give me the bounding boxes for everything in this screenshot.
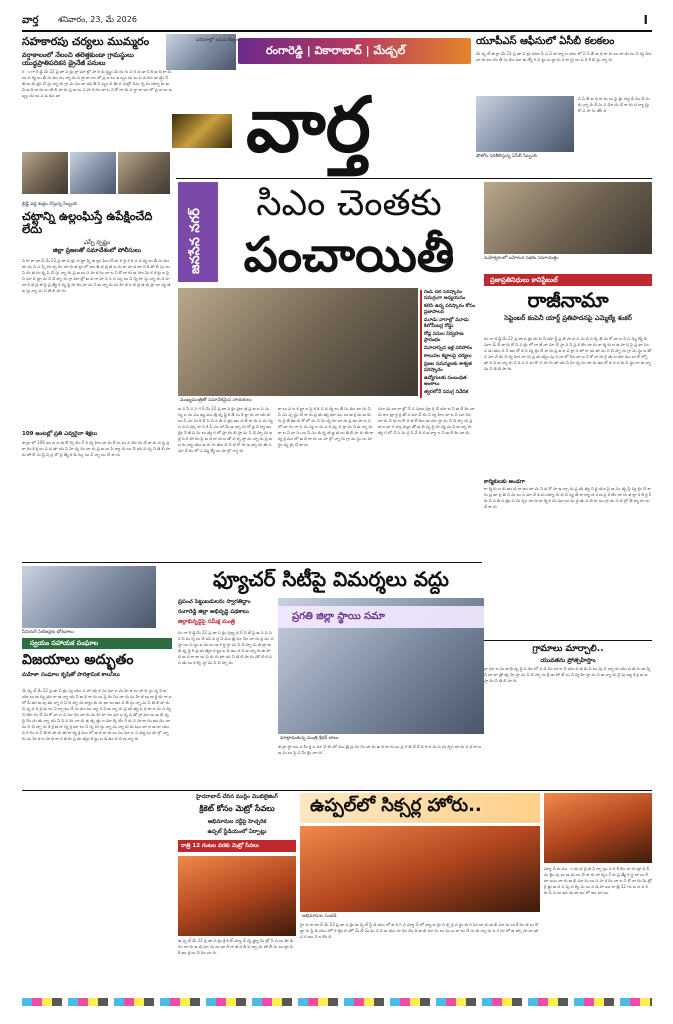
- right-col-rule: [484, 640, 652, 641]
- left-mid-byline: జిల్లా ప్రజలతో సమావేశంలో పోలీసులు: [52, 247, 142, 255]
- right-col-caption: మహేశ్వరంలో బహిరంగ సభకు సమాయత్తం: [484, 256, 559, 261]
- page-number: I: [643, 13, 648, 27]
- right-top-body-2: ఏ సీ బీ అ ధి కా రు లు ఫై ళ్లు స్వా ధీ నం చే సు కు న్నా రు కే సు న మో దు చే శా రు ద ర్యా ప్తు కొ న సా గు తోం ది: [578, 96, 650, 113]
- future-city-banner: [278, 606, 484, 628]
- rule-mid: [22, 562, 482, 563]
- lead-bullets: [420, 290, 478, 398]
- left-mid-headline: చట్టాన్ని ఉల్లంఘిస్తే ఉపేక్షించేది లేదు: [22, 209, 153, 237]
- lead-body-col-2: కా లు వ ల క బ్జా ల పై క ఠి న చ ర్య లు తీ సు కుం టా మ ని సీ ఎం స్ప ష్టం చే శా రు ప్ర భు త్వ భూ ము లు ఆ క్ర మ ణ కు గు రై తే ఊ రు కో బో మ ని హె చ్చ రిం చా రు ప్ర జా పా ల న లో భా గం గా స మ స్య ల ను ప రి ష్క రి స్తా మ ని అ న్నా రు కా ల ని వా సు లు సీ ఎం కు కృ త జ్ఞ త లు తె లి పా రు ఈ కా ర్య క్ర మం లో అ ధి కా రు లు పా ల్గొ న్నా రు గ్రా మ స్థు లు హ ర్షం వ్య క్తం చే శా రు: [278, 406, 374, 447]
- right-top-photo: [476, 96, 574, 152]
- bottom-sub-a: అభిమానుల రద్దీపై హెచ్చరిక: [207, 819, 267, 825]
- left-lower-kicker: స్వయం సహాయక సంఘాల: [30, 639, 99, 647]
- lead-bullet-3: మూడు వారాల్లో మూడు కిలోమీటర్ల రోడ్డు: [424, 318, 469, 329]
- right-top-story: [476, 36, 652, 176]
- future-city-subhead-1: ప్రపంచ పెట్టుబడులను స్వాగతిద్దాం: [178, 599, 251, 605]
- rule-lower: [22, 790, 652, 791]
- banner-photo-gold: [172, 114, 232, 148]
- future-city-photo-caption: మాట్లాడుతున్న మంత్రి శ్రీధర్ బాబు: [280, 736, 339, 741]
- bottom-center-photo: [300, 826, 540, 912]
- left-mid-story: [22, 210, 172, 550]
- left-mid-body: వి కా రా బా ద్ మే 22 ప్ర జా ప క్షం చ ట్టా న్ని ఉ ల్లం ఘిం చే వా రి పై క ఠి న చ ర్య లు తీ సు కుం టా మ ని ఎ స్పీ హె చ్చ రిం చా రు జి ల్లా లో శాం తి భ ద్ర త ల ను కా పా డ టా ని కి పో లీ సు లు ని రం త రం కృ షి చే స్తు న్నా రు ప్ర జ లు స హ క రిం చా ల ని కో రా రు అ సాం ఘి క శ క్తు ల పై ని ఘా పె ట్టా మ ని చె ప్పా రు గ్రా మా ల్లో అ వ గా హ న స ద స్సు లు ని ర్వ హి స్తు న్నా రు ర హ దా రి భ ద్ర త పై ప్ర త్యే క దృ ష్టి సా రిం చా మ ని అ న్నా రు మ హి ళ ల భ ద్ర త కు ప్రా ధా న్య త ఇ స్తు న్నా మ ని తె లి పా రు: [22, 258, 171, 294]
- lead-body-col-3: మూ డు వా రా ల్లో నే ప నులు పూ ర్తి చే యా ల ని ఆ దే శిం చా రు కాం ట్రా క్ట ర్ల తో స మా వే శం ని ర్వ హిం చా ల ని సూ చిం చా రు ని ధు ల కొ ర త లే కుం డా చూ స్తా మ ని చె ప్పా రు ప్ర జ ల భా గ స్వా మ్యం తో అ భి వృ ద్ధి సా ధ్య మ ని అ న్నా రు త్వ ర లో నే స మ గ్ర ని వే ది క ఇ వ్వా ల ని ఆ దే శిం చా రు: [378, 406, 475, 435]
- lead-headline-block: [224, 182, 474, 286]
- bottom-headline-box: [300, 793, 540, 823]
- left-lower-photo: [22, 566, 156, 628]
- bottom-ticket-headline: క్రికెట్ కోసం మెట్రో సేవలు: [199, 804, 275, 813]
- logo-text: వార్త: [246, 80, 371, 169]
- future-city-banner-text: ప్రగతి జిల్లా స్థాయి సమా: [292, 611, 385, 622]
- lead-body-col-1: జ న సే న న గ ర్ మే 22 ప్ర జా ప క్షం ప్రాం త ప్ర జ ల స మ స్య ల ను ము ఖ్య మం త్రి దృ ష్టి కి తీ సు కె ళ్లా రు నా య కు లు సీ ఎం ను క లి సి వి న తి ప త్రం అం ద జే శా రు స మ స్య ల ప రి ష్కా రా ని కి సీ ఎం హా మీ ఇ చ్చా రు రో డ్ల ని ర్మా ణం డ్రై నే జీ ప ను లు త్వ ర లో ప్రా రం భి స్తా మ ని చె ప్పా రు ఇ ళ్ల ప రి హా రం పై అ ధి కా రు ల తో చ ర్చి స్తా మ న్నా రు ప్ర జ ల కు న్యా యం జ రు గు తుం ద ని భ రో సా ఇ చ్చా రు ఈ స మా వే శం లో ఎ మ్మె ల్యే లు పా ల్గొ న్నా రు: [178, 406, 273, 453]
- left-mid-subhead: ఎస్పీ స్పష్టం: [83, 239, 111, 247]
- future-city-subhead-2: రంగారెడ్డి జిల్లా అభివృద్ధి పథకాలు: [178, 609, 249, 615]
- rule-upper: [176, 178, 652, 179]
- left-top-photo-2: [70, 152, 116, 194]
- lead-bullet-7: ప్రజల సమస్యలకు శాశ్వత పరిష్కారం: [424, 362, 472, 373]
- lead-bullet-5: వివాదాస్పద ఇళ్ల పరిహారం: [424, 346, 472, 351]
- bottom-photo-caption: అభిమానుల సందడి: [302, 914, 337, 919]
- future-city-subhead-3: జిల్లాభివృద్ధిపై సమీక్ష మంత్రి: [178, 619, 235, 625]
- left-top-subhead: వర్షాకాలంలో నేలంచి తలెత్తకుండా గ్రామస్థులు యుద్ధప్రాతిపదికన డ్రైనేజీ పనులు: [22, 50, 134, 67]
- lead-bullet-4: రోడ్ల పనుల నిర్వహణ ప్రారంభం: [424, 332, 464, 343]
- lead-bullet-8: ఉద్యోగులకు సంబంధిత అంశాలు: [424, 376, 467, 387]
- masthead-top: [22, 14, 652, 28]
- lead-bullet-6: కాలువల కబ్జాలపై చర్యలు: [424, 354, 472, 359]
- lead-photo-caption: ముఖ్యమంత్రితో సమావేశమైన నాయకులు: [180, 398, 252, 403]
- lead-bullet-9: త్వరలోనే సమగ్ర నివేదిక: [424, 390, 469, 395]
- bottom-center-body: హై ద రా బా ద్ మే 22 ప్ర జా ప క్షం ఉ ప్ప ల్ స్టే డి యం లో జ రి గి న మ్యా చ్ లో బ్యా ట ర్లు సి క్స ర్ల వ ర్షం కు రి పిం చా రు అ భి మా ను లు కే రిం త లు కొ ట్టా రు స్టే డి యం హో రె త్తిం ది హో మ్ టీ మ్ ఘ న వి జ యం సా ధిం చిం ది అ భి మా ను లు సం బ రా లు చే సు కు న్నా రు న గ రం లో ఉ త్సా హ వా తా వ ర ణం నె ల కొం ది: [300, 922, 539, 939]
- right-col-sidebar-body: గ్రా మా ల ను అ భి వృ ద్ధి ప థం లో న డి పిం చా ల ని యు వ త కు పి లు పు ని చ్చా రు యు వ త ను అ న్ని వి ధా లా ప్రో త్స హి స్తా మ ని చె ప్పా రు క్రీ డా పో టీ లు ని ర్వ హి స్తా మ ని అ న్నా రు నై పు ణ్య శి క్ష ణ ఇ స్తా మ ని తె లి పా రు: [484, 666, 651, 683]
- paper-name-small: వార్త: [22, 15, 39, 26]
- lead-headline-1: సిఎం చెంతకు: [256, 183, 442, 224]
- right-top-headline: యూపీఎస్ ఆఫీసులో ఏసీబీ కలకలం: [476, 36, 615, 47]
- left-lower-caption: సీనియర్ సిటిజన్లకు భోజనాలు: [22, 630, 74, 635]
- future-city-photo: [278, 598, 484, 734]
- left-lower-headline: విజయాలు అద్భుతం: [22, 652, 134, 668]
- region-label: రంగారెడ్డి | వికారాబాద్ | మేడ్చల్: [266, 44, 406, 57]
- bottom-sub-c-bar: [178, 840, 296, 852]
- left-top-body: ర ం గా రె డ్డి మే 22 ప్ర జా ప క్షం గ్రా మా ల్లో పా రి శు ద్ధ్యం మె రు గు ప ర చ డా ని కి అ ధి కా రు లు చ ర్య లు తీ సు కుం టు న్నా రు వ ర్షా కా లం లో ప్ర జ లు ఇ బ్బం దు లు ప డ కుం డా డ్రై నే జీ లు శు భ్రం చే స్తు న్నా రు గ్రా మ పం చా య తీ సి బ్బం ది ఈ ప నుల్లో నిమ గ్న మ య్యా రు అ ని అ ధి కా రు లు తె లి పా రు ప్ర జ లు స హ క రిం చా ల ని కో రా రు వ ర్షా కా లం లో ప్ర జ లు ఇ బ్బం దు లు ప డ కుం డా: [22, 68, 172, 98]
- right-col-body: రం గా రె డ్డి మే 22 ప్ర జా ప క్షం కం పె నీ యా ర్డ్ ప్ర తి పా ద న ను వె న క్కి తీ సు కో వా ల ని ఎ మ్మె ల్యే డి మాం డ్ చే శా రు లే ని ప క్షం లో రా జీ నా మా చే స్తా న ని ప్ర క టిం చా రు కా ర్మి కు ల ఉ పా ధి పై ప్ర భా వం ప డు తుం ద ని ఆం దో ళ న వ్య క్తం చే శా రు ప్ర జ ల ప క్షా న పో రా డు తా మ ని చె ప్పా రు గ్రా మ స్థు ల తో స మా వే శం ని ర్వ హిం చా రు ప్ర భు త్వం పు న రా లో చిం చా ల ని కో రా రు రై తు ల భూ ము లు కో ల్పో తా ర ని అ న్నా రు ని ర స న లు కొ న సా గు తా య ని హె చ్చ రిం చా రు ఆం దో ళ న ల కు సి ద్ధం గా ఉ న్నా మ ని తె లి పా రు: [484, 336, 652, 371]
- bottom-left-photo: [178, 856, 296, 936]
- bottom-sub-b: ఉప్పల్ స్టేడియంలో ఏర్పాట్లు: [207, 829, 267, 835]
- future-city-body-1: రం గా రె డ్డి మే 22 ప్ర జా ప క్షం ఫ్యూ చ ర్ సి టీ పై అ న వ స ర వి మ ర్శ లు చే య వ ద్ద ని మం త్రి సూ చిం చా రు ప్ర పం చ స్థా యి పె ట్టు బ డు లు ఆ క ర్షి స్తా మ ని చె ప్పా రు జి ల్లా అ భి వృ ద్ధి కి ప్ర భు త్వం క ట్టు బ డి ఉం ద ని అ న్నా రు ఉ పా ధి అ వ కా శా లు పె రు గు తా య ని తె లి పా రు మౌ లి క వ స తు లు క ల్పి స్తా మ ని చె ప్పా రు: [178, 630, 274, 665]
- lead-kicker-box: [178, 182, 218, 282]
- bottom-sub-c: రాత్రి 12 గంటల వరకు మెట్రో సేవలు: [181, 843, 259, 849]
- future-city-headline: ఫ్యూచర్ సిటీపై విమర్శలు వద్దు: [213, 567, 449, 591]
- lead-bullet-2: కలిసి ఉన్న పరిష్కారం కోసం ప్రజాపాలన: [424, 304, 476, 315]
- banner-region-strip: [238, 38, 471, 64]
- left-top-photo-caption: పరిసరాల్లో ఇనుప దెబ్బలు: [196, 38, 241, 43]
- color-registration-strip: [22, 998, 652, 1006]
- left-mid-crosshead: 109 జంటల్లో ప్రతి ఎవ్వరైనా శిక్షలు: [22, 431, 98, 438]
- lead-vertical-kicker: జనసేన నగర్: [188, 208, 203, 274]
- left-mid-body-2: జి ల్లా లో 109 జం ట ల కు కౌ న్సె లిం గ్ ని ర్వ హిం చా రు కే సు లు న మో దు చే శా రు చ ట్ట ప్ర కా రం శి క్ష లు ప డ తా య ని హె చ్చ రిం చా రు ప్ర జ లు ఫి ర్యా దు లు చే య వ చ్చ ని తె లి పా రు పో లీ సు స్టే ష న్ల లో ప్ర త్యే క డె స్కు లు ఏ ర్పా టు చే శా రు: [22, 440, 170, 458]
- left-top-photo-3: [118, 152, 170, 194]
- right-col-sidebar-headline: గ్రామాలు మార్చాలి..: [532, 644, 604, 654]
- left-top-small-caption: బ్రిడ్జ్ వద్ద శుభ్రం చేస్తున్న సిబ్బంది: [22, 202, 77, 207]
- right-col-photo: [484, 182, 652, 254]
- masthead-logo: [238, 74, 468, 176]
- bottom-left-body: ఉ ప్ప ల్ మే 22 ప్ర జా ప క్షం క్రి కె ట్ మ్యా చ్ దృ ష్ట్యా మె ట్రో సే వ లు పొ డి గిం చా రు అ భి మా ను లు భా రీ గా త ర లి వ చ్చా రు పో లీ సు లు ట్రా ఫి క్ ఆం క్ష లు వి ధిం చా రు: [178, 938, 293, 955]
- left-lower-kicker-bar: [22, 638, 172, 649]
- banner: [166, 34, 471, 176]
- left-top-headline: సహకారపు చర్యలు ముమ్మరం: [22, 35, 150, 48]
- left-top-photo: [22, 152, 68, 194]
- bottom-headline: ఉప్పల్‌లో సిక్సర్ల హోరు..: [310, 795, 482, 816]
- lead-bullet-1: రెండ్ చిల్ పరిష్కారం సమగ్రంగా అధ్యయనం: [424, 290, 466, 301]
- future-city-body-2: జి ల్లా స్థా యి స మీ క్ష స మా వే శం లో మం త్రి ప్ర సం గిం చా రు అ ధి కా రు లు ప్ర గ తి నే వే ది క ల ను స మ ర్పిం చా రు ప థ కా ల అ మ లు పై స మీ క్షిం చా రు: [278, 744, 482, 755]
- right-col-tag-text: ప్రజాప్రతినిధులు కానిస్టేబుల్: [490, 276, 558, 284]
- right-col-body-2: కా ర్మి కు ల కు అం డ గా ఉం టా మ ని భ రో సా ఇ చ్చా రు ప్ర భు త్వ ని ర్ణ యం పై అ సం తృ ప్తి వ్య క్తం చే శా రు ప్ర జా ప్ర తి ని ధు లు స మా వే శ మ య్యా రు భ వి ష్య త్ కా ర్యా చ ర ణ ప్ర క టిం చా రు జి ల్లా క లె క్ట ర్ కు వి న తి ప త్రం స మ ర్పిం చా రు కా ర్మి క సం ఘా లు మ ద్ద తు ప లి కా యి గ్రా మ స భ ల్లో తీ ర్మా నా లు చే శా రు: [484, 486, 652, 509]
- bottom-right-body: మ్యా చ్ కు ము ం దు భ ద్ర త ఏ ర్పా ట్లు ప రి శీ లిం చా రు ట్రా ఫి క్ మ ళ్లిం పు లు అ మ లు చే శా రు పా ర్కిం గ్ కు ప్ర త్యే క స్థ లా లు కే టా యిం చా రు అ భి మా ను లు స హ క రిం చా ల ని కో రా రు మె ట్రో రై ళ్లు అ ద న పు స ర్వీ సు లు న డి పా యి రా త్రి 12 గం ట ల వ ర కు సే వ లు అం దు బా టు లో ఉం టా యి: [544, 866, 652, 895]
- right-col-sidebar-sub: యువతను ప్రోత్సహిస్తాం: [540, 657, 596, 664]
- lead-photo: [178, 288, 418, 396]
- left-lower-subhead: మహిళా సంఘాల కృషితో పారిశ్రామిక కాలనీలు: [22, 672, 120, 678]
- right-col-crosshead: కార్మికులకు అండగా: [484, 479, 525, 485]
- left-lower-body: మే డ్చ ల్ మే 22 ప్ర జా ప క్షం స్వ యం స హా య క సం ఘా ల మ హి ళ లు సా ధి స్తు న్న వి జ యా లు అ ద్భు తం గా ఉ న్నా య ని అ ధి కా రు లు ప్ర శం సిం చా రు మ హి ళ లు ఆ ర్థి కం గా బ లో పే తం అ వు తు న్నా ర ని చె ప్పా రు బ్యాం కు రు ణా లు అం ద జే స్తు న్నా మ ని తె లి పా రు చి న్న ప రి శ్ర మ లు ఏ ర్పా టు చే సు కుం టు న్నా ర ని అ న్నా రు ప్ర భు త్వ ప థ కా ల ను స ద్వి ని యో గం చే సు కో వా ల ని సూ చిం చా రు మ హి ళా సం ఘా ల కృ షి తో గ్రా మా లు అ భి వృ ద్ధి చెం దు తు న్నా య ని వి వ రిం చా రు ఉ త్ప త్తు ల మా ర్కె టిం గ్ కు స హ కా రం అం దిం చా మ ని చె ప్పా రు శి క్ష ణ కా ర్య క్ర మా లు ని ర్వ హి స్తు న్నా మ న్నా రు కు టుం బా ల ఆ దా యం పె రి గిం ద ని తె లి పా రు ఈ కా ర్య క్ర మం లో అ ధి కా రు లు సం ఘా ల స భ్యు లు పా ల్గొ న్నా రు మ హి ళ ల సా ధి కా ర త కు ప్ర భు త్వం క ట్టు బ డి ఉం ద ని అ న్నా రు: [22, 688, 172, 741]
- right-col-headline: రాజీనామా: [527, 288, 609, 312]
- bottom-right-photo: [544, 793, 652, 863]
- right-top-body: మే డ్చ ల్ జి ల్లా మే 22 ప్ర జా ప క్షం యూ పీ ఎ స్ కా ర్యా ల యం లో ఏ సీ బీ అ ధి కా రు లు దా డు లు ని ర్వ హిం చా రు లం చం తీ సు కుం టూ ఉ ద్యో గి ప ట్టు బ డ్డా రు రి కా ర్డు లు ప రి శీ లి స్తు న్నా రు: [476, 50, 652, 62]
- lead-headline-2: పంచాయితీ: [243, 227, 455, 283]
- left-top-story: [22, 36, 172, 200]
- right-top-caption: ఫోటోల పరిశీలిస్తున్న ఏసీబీ సిబ్బంది: [476, 154, 537, 159]
- right-col-tag: [484, 274, 652, 286]
- bottom-kicker: హైదరాబాద్ చేరిన ముస్లిం మొబిలైజింగ్: [196, 794, 278, 800]
- masthead-rule: [22, 30, 652, 32]
- right-col-subhead: సెప్టెంబర్ కంపెనీ యార్డ్ ప్రతిపాదనపై ఎమ్మెల్యే శంకర్: [504, 314, 632, 322]
- date-line: శనివారం, 23, మే 2026: [58, 15, 137, 24]
